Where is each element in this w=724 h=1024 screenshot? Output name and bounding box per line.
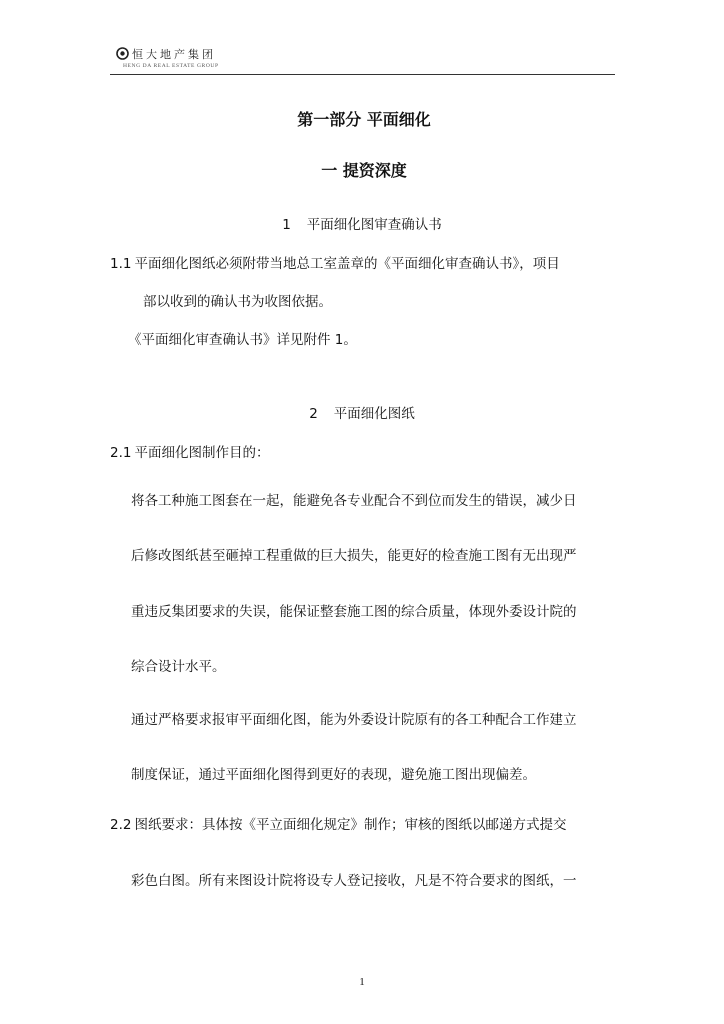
paragraph-2-1-number: 2.1 <box>110 445 132 461</box>
paragraph-1-1-line-2: 部以收到的确认书为收图依据。 <box>143 294 332 310</box>
hengda-logo-icon <box>116 47 129 60</box>
section-2-heading <box>0 402 724 422</box>
section-1-heading <box>0 213 724 233</box>
section-1-title: 平面细化图审查确认书 <box>306 217 442 233</box>
page-number: 1 <box>359 976 365 988</box>
paragraph-2-2-number: 2.2 <box>110 817 132 833</box>
paragraph-2-1-b-line-1: 通过严格要求报审平面细化图，能为外委设计院原有的各工种配合工作建立 <box>131 712 577 728</box>
subtitle: 一 提资深度 <box>321 161 407 180</box>
section-1-number: 1 <box>282 217 291 233</box>
paragraph-2-1-a-line-4: 综合设计水平。 <box>131 659 226 675</box>
paragraph-1-1-line-1: 1.1 平面细化图纸必须附带当地总工室盖章的《平面细化审查确认书》，项目 <box>110 256 560 272</box>
paragraph-2-1-b-line-2: 制度保证，通过平面细化图得到更好的表现，避免施工图出现偏差。 <box>131 767 536 783</box>
paragraph-2-2-line-1: 2.2 图纸要求：具体按《平立面细化规定》制作；审核的图纸以邮递方式提交 <box>110 817 567 833</box>
logo-chinese-name: 恒大地产集团 <box>132 48 216 61</box>
section-2-title: 平面细化图纸 <box>333 406 415 422</box>
page-header <box>110 44 615 75</box>
paragraph-2-2-line-2: 彩色白图。所有来图设计院将设专人登记接收，凡是不符合要求的图纸，一 <box>131 873 577 889</box>
page-title: 第一部分 平面细化 <box>297 110 431 129</box>
paragraph-2-1-a-line-1: 将各工种施工图套在一起，能避免各专业配合不到位而发生的错误，减少日 <box>131 493 577 509</box>
section-2-number: 2 <box>309 406 318 422</box>
paragraph-2-1-a-line-3: 重违反集团要求的失误，能保证整套施工图的综合质量，体现外委设计院的 <box>131 604 577 620</box>
paragraph-1-1-line-3: 《平面细化审查确认书》详见附件 1。 <box>128 332 357 348</box>
paragraph-2-1-a-line-2: 后修改图纸甚至砸掉工程重做的巨大损失，能更好的检查施工图有无出现严 <box>131 548 577 564</box>
logo-english-name: HENG DA REAL ESTATE GROUP <box>123 63 219 69</box>
paragraph-1-1-number: 1.1 <box>110 256 132 272</box>
paragraph-2-1-heading: 2.1 平面细化图制作目的： <box>110 445 270 461</box>
